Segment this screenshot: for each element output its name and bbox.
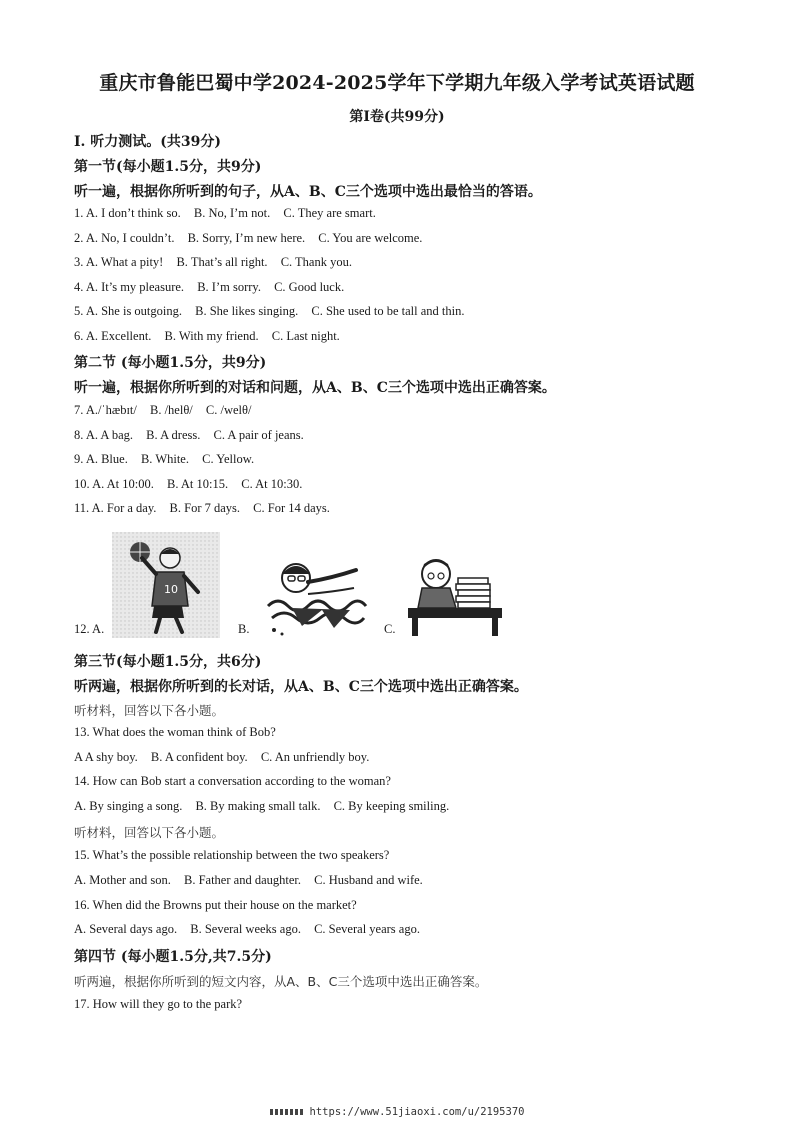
question-16-options [74, 922, 420, 937]
option-b: B. Several weeks ago. [190, 922, 301, 936]
question-9 [74, 452, 254, 467]
option-a: A./ˈhæbɪt/ [85, 403, 137, 417]
option-b: B. By making small talk. [195, 799, 321, 813]
question-13-stem: 13. What does the woman think of Bob? [74, 725, 276, 739]
option-c: C. She used to be tall and thin. [311, 304, 465, 318]
section2-instruction: 听一遍，根据你所听到的对话和问题，从A、B、C三个选项中选出正确答案。 [74, 380, 556, 396]
question-17-stem: 17. How will they go to the park? [74, 997, 243, 1011]
option-a: A. A bag. [85, 428, 134, 442]
question-7 [74, 403, 251, 418]
question-number: 6. [74, 329, 84, 343]
option-c: C. An unfriendly boy. [260, 750, 370, 764]
question-number: 10. [74, 477, 90, 491]
question-14-stem: 14. How can Bob start a conversation according to the woman? [74, 774, 391, 788]
question-number: 8. [74, 428, 84, 442]
option-c: C. Several years ago. [314, 922, 420, 936]
exam-subtitle: 第Ⅰ卷(共99分) [349, 109, 445, 125]
question-number: 5. [74, 304, 84, 318]
option-b: B. I’m sorry. [197, 280, 261, 294]
option-b: B. A confident boy. [150, 750, 248, 764]
option-a: A. Several days ago. [74, 922, 178, 936]
basketball-player-picture [112, 532, 220, 638]
option-b: B. White. [140, 452, 189, 466]
option-b: B. A dress. [146, 428, 201, 442]
option-c: C. Husband and wife. [314, 873, 423, 887]
section3-instruction: 听两遍，根据你所听到的长对话，从A、B、C三个选项中选出正确答案。 [74, 679, 528, 695]
option-c: C. They are smart. [283, 206, 376, 220]
option-a: A. Mother and son. [74, 873, 171, 887]
option-c: C. By keeping smiling. [333, 799, 450, 813]
part1-heading: Ⅰ. 听力测试。(共39分) [74, 134, 222, 150]
question-number: 3. [74, 255, 84, 269]
option-a: A. Excellent. [85, 329, 152, 343]
option-a: A. No, I couldn’t. [85, 231, 175, 245]
option-b: B. That’s all right. [176, 255, 268, 269]
question-6 [74, 329, 340, 344]
option-b: B. No, I’m not. [193, 206, 271, 220]
option-c: C. Last night. [271, 329, 340, 343]
question-number: 1. [74, 206, 84, 220]
question-14-options [74, 799, 449, 814]
option-c: C. A pair of jeans. [213, 428, 304, 442]
question-4 [74, 280, 344, 295]
question-12-label-a: 12. A. [74, 622, 105, 636]
question-15-stem: 15. What’s the possible relationship between the two speakers? [74, 848, 390, 862]
question-number: 7. [74, 403, 84, 417]
option-a: A. Blue. [85, 452, 128, 466]
section2-heading: 第二节 (每小题1.5分，共9分) [74, 355, 267, 371]
option-a: A. She is outgoing. [85, 304, 182, 318]
option-b: B. With my friend. [164, 329, 259, 343]
option-a: A. What a pity! [85, 255, 164, 269]
question-number: 2. [74, 231, 84, 245]
section4-heading: 第四节 (每小题1.5分,共7.5分) [74, 949, 272, 965]
page-footer [0, 1106, 794, 1118]
option-a: A A shy boy. [74, 750, 138, 764]
option-b: B. /helθ/ [149, 403, 193, 417]
question-number: 4. [74, 280, 84, 294]
exam-title: 重庆市鲁能巴蜀中学2024-2025学年下学期九年级入学考试英语试题 [99, 72, 695, 94]
question-13-options [74, 750, 369, 765]
option-c: C. Yellow. [202, 452, 255, 466]
question-2 [74, 231, 422, 246]
question-number: 11. [74, 501, 90, 515]
swimmer-picture [262, 548, 370, 636]
site-logo-icon [270, 1109, 304, 1115]
option-b: B. At 10:15. [167, 477, 229, 491]
section1-instruction: 听一遍，根据你所听到的句子，从A、B、C三个选项中选出最恰当的答语。 [74, 184, 542, 200]
option-b: B. She likes singing. [195, 304, 299, 318]
question-12-label-b: B. [238, 622, 250, 636]
option-c: C. You are welcome. [318, 231, 423, 245]
question-3 [74, 255, 352, 270]
option-c: C. At 10:30. [241, 477, 303, 491]
option-c: C. Good luck. [274, 280, 345, 294]
question-number: 9. [74, 452, 84, 466]
question-15-options [74, 873, 423, 888]
option-b: B. Sorry, I’m new here. [187, 231, 306, 245]
question-1 [74, 206, 376, 221]
jersey-number: 10 [164, 583, 178, 596]
option-a: A. For a day. [91, 501, 157, 515]
question-11 [74, 501, 330, 516]
section4-instruction: 听两遍，根据你所听到的短文内容，从A、B、C三个选项中选出正确答案。 [74, 974, 488, 989]
option-b: B. For 7 days. [169, 501, 241, 515]
question-10 [74, 477, 302, 492]
option-c: C. For 14 days. [253, 501, 330, 515]
student-studying-picture [406, 548, 506, 638]
option-c: C. /welθ/ [205, 403, 252, 417]
option-a: A. It’s my pleasure. [85, 280, 185, 294]
question-8 [74, 428, 304, 443]
option-a: A. By singing a song. [74, 799, 183, 813]
option-b: B. Father and daughter. [184, 873, 301, 887]
footer-url[interactable]: https://www.51jiaoxi.com/u/2195370 [309, 1106, 525, 1118]
option-a: A. At 10:00. [92, 477, 154, 491]
question-5 [74, 304, 465, 319]
question-12-label-c: C. [384, 622, 396, 636]
option-a: A. I don’t think so. [85, 206, 181, 220]
option-c: C. Thank you. [280, 255, 352, 269]
section1-heading: 第一节(每小题1.5分，共9分) [74, 159, 262, 175]
material-note: 听材料，回答以下各小题。 [74, 703, 225, 718]
question-16-stem: 16. When did the Browns put their house on the market? [74, 898, 357, 912]
section3-heading: 第三节(每小题1.5分，共6分) [74, 654, 262, 670]
material-note: 听材料，回答以下各小题。 [74, 825, 225, 840]
